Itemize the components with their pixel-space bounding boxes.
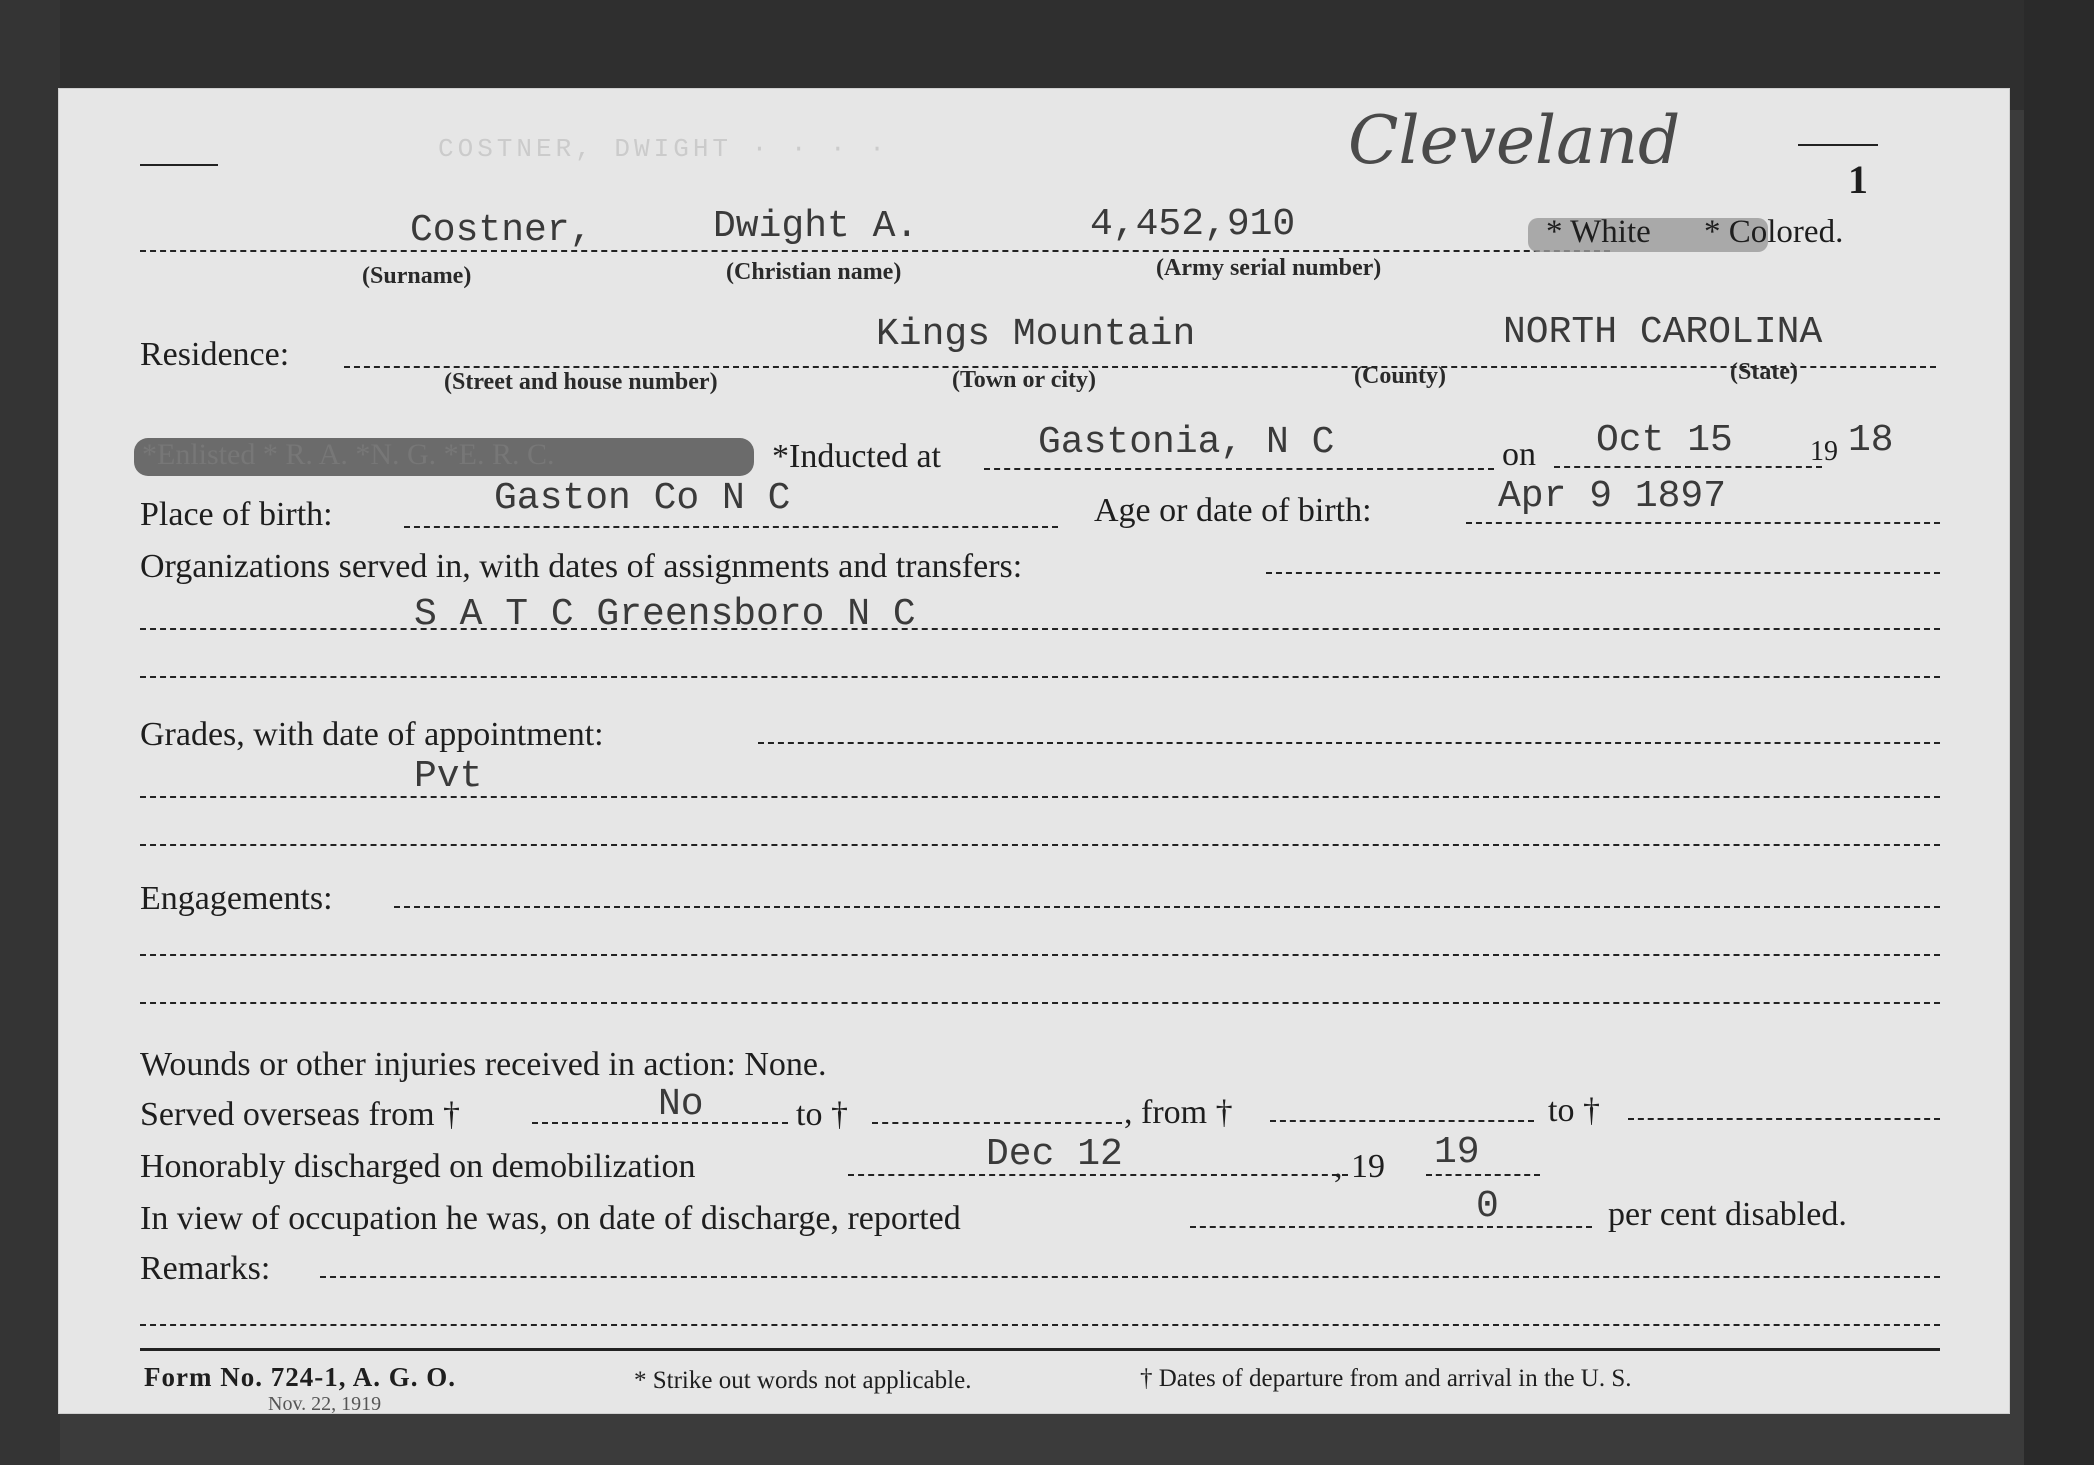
age-label: Age or date of birth: bbox=[1094, 492, 1372, 529]
organizations-value: S A T C Greensboro N C bbox=[414, 593, 916, 636]
residence-line bbox=[344, 366, 1936, 368]
enlisted-struck-text: *Enlisted * R. A. *N. G. *E. R. C. bbox=[142, 438, 555, 471]
grades-label: Grades, with date of appointment: bbox=[140, 716, 604, 753]
inducted-label: *Inducted at bbox=[772, 438, 941, 475]
residence-label: Residence: bbox=[140, 336, 290, 373]
discharge-year-prefix: , 19 bbox=[1334, 1148, 1385, 1185]
organizations-line-3 bbox=[140, 676, 1940, 678]
street-label: (Street and house number) bbox=[444, 369, 718, 395]
engagements-line-2 bbox=[140, 954, 1940, 956]
disability-value: 0 bbox=[1476, 1185, 1499, 1228]
discharge-date-value: Dec 12 bbox=[986, 1133, 1123, 1176]
footer-rule bbox=[140, 1348, 1940, 1351]
grades-line-1 bbox=[758, 742, 1940, 744]
organizations-line-1 bbox=[1266, 572, 1940, 574]
disability-line bbox=[1190, 1226, 1592, 1228]
inducted-year-value: 18 bbox=[1848, 419, 1894, 462]
serial-number-value: 4,452,910 bbox=[1090, 203, 1296, 246]
form-number: Form No. 724-1, A. G. O. bbox=[144, 1362, 456, 1392]
overseas-from2-line bbox=[1270, 1120, 1534, 1122]
grades-value: Pvt bbox=[414, 755, 483, 798]
top-left-rule bbox=[140, 164, 218, 166]
race-white: * White bbox=[1546, 214, 1651, 250]
disability-label: In view of occupation he was, on date of discharge, reported bbox=[140, 1200, 961, 1237]
scan-background-left bbox=[0, 0, 60, 1465]
discharge-label: Honorably discharged on demobilization bbox=[140, 1148, 696, 1185]
birth-date-value: Apr 9 1897 bbox=[1498, 475, 1727, 518]
overseas-value: No bbox=[658, 1083, 704, 1126]
discharge-year-line bbox=[1426, 1174, 1540, 1176]
birth-date-line bbox=[1466, 522, 1940, 524]
top-right-rule bbox=[1798, 144, 1878, 146]
overseas-to-label: to † bbox=[796, 1096, 848, 1133]
residence-town-value: Kings Mountain bbox=[876, 313, 1196, 356]
serial-number-label: (Army serial number) bbox=[1156, 255, 1382, 281]
grades-line-3 bbox=[140, 844, 1940, 846]
place-of-birth-line bbox=[404, 526, 1058, 528]
inducted-year-prefix: 19 bbox=[1810, 436, 1838, 467]
state-label: (State) bbox=[1730, 359, 1798, 385]
overseas-to2-line bbox=[1628, 1118, 1940, 1120]
christian-name-label: (Christian name) bbox=[726, 259, 902, 285]
discharge-year-value: 19 bbox=[1434, 1131, 1480, 1174]
remarks-line-2 bbox=[140, 1324, 1940, 1326]
residence-state-value: NORTH CAROLINA bbox=[1503, 311, 1823, 354]
dates-note: † Dates of departure from and arrival in the U. S. bbox=[1140, 1365, 1632, 1392]
inducted-date-line bbox=[1554, 466, 1822, 468]
card-number: 1 bbox=[1848, 157, 1868, 202]
place-of-birth-value: Gaston Co N C bbox=[494, 477, 791, 520]
remarks-label: Remarks: bbox=[140, 1250, 271, 1287]
grades-line-2 bbox=[140, 796, 1940, 798]
service-record-card bbox=[58, 88, 2010, 1414]
engagements-line-1 bbox=[394, 906, 1940, 908]
county-label: (County) bbox=[1354, 363, 1447, 389]
name-line bbox=[140, 250, 1610, 252]
wounds-text: Wounds or other injuries received in action: None. bbox=[140, 1046, 827, 1083]
on-label: on bbox=[1502, 436, 1536, 473]
surname-label: (Surname) bbox=[362, 263, 472, 289]
town-label: (Town or city) bbox=[952, 367, 1096, 393]
organizations-line-2 bbox=[140, 628, 1940, 630]
race-colored: * Colored. bbox=[1704, 214, 1844, 250]
overseas-to2-label: to † bbox=[1548, 1092, 1600, 1129]
handwritten-county: Cleveland bbox=[1348, 102, 1681, 179]
scan-background-right bbox=[2024, 0, 2094, 1465]
disability-suffix: per cent disabled. bbox=[1608, 1196, 1847, 1233]
overseas-from2-label: , from † bbox=[1124, 1094, 1233, 1131]
christian-name-value: Dwight A. bbox=[713, 205, 919, 248]
overseas-to-line bbox=[872, 1122, 1122, 1124]
form-date: Nov. 22, 1919 bbox=[268, 1393, 382, 1415]
overseas-label: Served overseas from † bbox=[140, 1096, 461, 1133]
engagements-label: Engagements: bbox=[140, 880, 333, 917]
faint-header-text: COSTNER, DWIGHT · · · · bbox=[438, 134, 889, 164]
inducted-place-value: Gastonia, N C bbox=[1038, 421, 1335, 464]
surname-value: Costner, bbox=[410, 209, 593, 252]
remarks-line-1 bbox=[320, 1276, 1940, 1278]
organizations-label: Organizations served in, with dates of assignments and transfers: bbox=[140, 548, 1023, 585]
inducted-line bbox=[984, 468, 1494, 470]
strike-note: * Strike out words not applicable. bbox=[634, 1367, 972, 1394]
inducted-date-value: Oct 15 bbox=[1596, 419, 1733, 462]
place-of-birth-label: Place of birth: bbox=[140, 496, 333, 533]
engagements-line-3 bbox=[140, 1002, 1940, 1004]
